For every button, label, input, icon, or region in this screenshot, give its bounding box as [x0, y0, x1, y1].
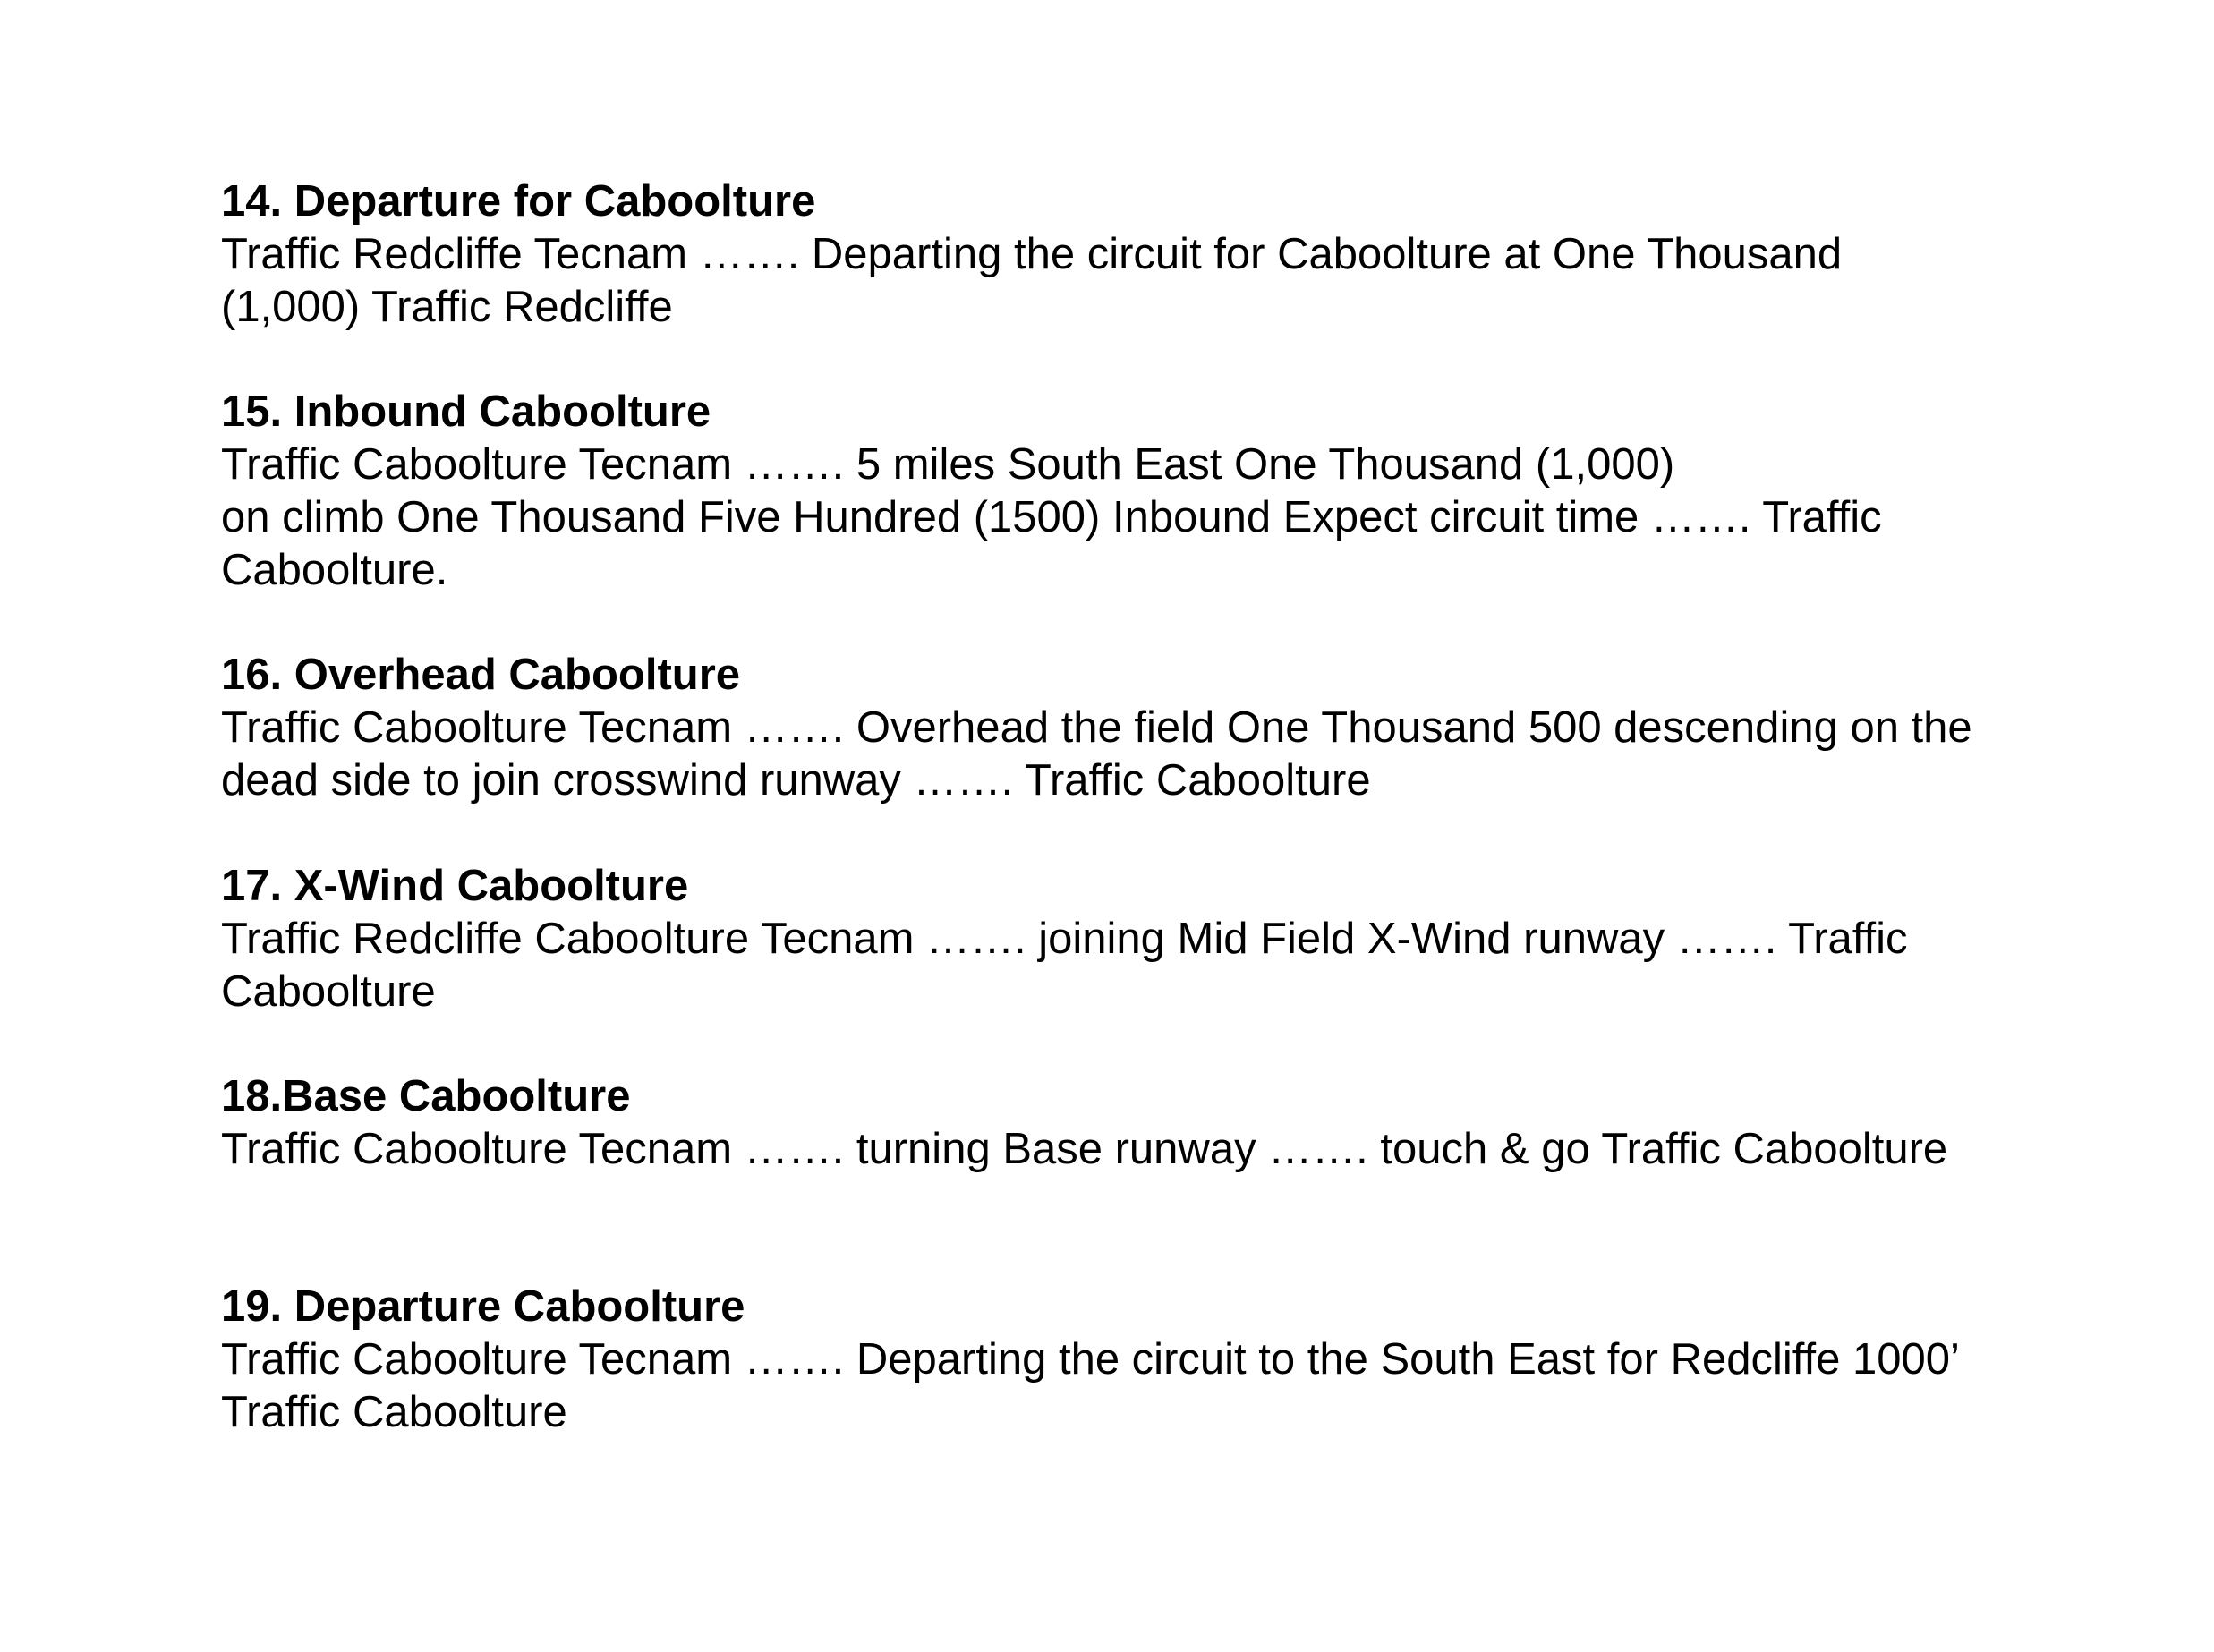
section-14-departure-for-caboolture	[221, 175, 1842, 334]
section-text-line: Traffic Caboolture Tecnam ……. turning Base runway ……. touch & go Traffic Caboolture	[221, 1125, 1948, 1173]
section-text-line: Caboolture	[221, 967, 436, 1016]
section-text-line: dead side to join crosswind runway ……. Traffic Caboolture	[221, 756, 1371, 805]
section-text-line: Traffic Caboolture Tecnam ……. 5 miles South East One Thousand (1,000)	[221, 440, 1675, 489]
section-heading: 18.Base Caboolture	[221, 1072, 631, 1120]
section-heading: 17. X-Wind Caboolture	[221, 862, 689, 910]
section-heading: 15. Inbound Caboolture	[221, 387, 711, 436]
section-text-line: Caboolture.	[221, 546, 448, 594]
section-text-line: Traffic Redcliffe Caboolture Tecnam ……. joining Mid Field X-Wind runway ……. Traffic	[221, 915, 1908, 963]
section-heading: 19. Departure Caboolture	[221, 1282, 745, 1331]
section-text-line: Traffic Caboolture Tecnam ……. Departing the circuit to the South East for Redcliffe 1000’	[221, 1335, 1960, 1384]
section-text-line: Traffic Caboolture Tecnam ……. Overhead the field One Thousand 500 descending on the	[221, 703, 1972, 752]
section-16-overhead-caboolture	[221, 649, 1972, 807]
section-text-line: (1,000) Traffic Redcliffe	[221, 283, 673, 331]
section-17-x-wind-caboolture	[221, 860, 1908, 1018]
section-18-base-caboolture	[221, 1070, 1947, 1176]
section-heading: 14. Departure for Caboolture	[221, 177, 816, 226]
section-text-line: Traffic Caboolture	[221, 1388, 567, 1436]
section-text-line: Traffic Redcliffe Tecnam ……. Departing the circuit for Caboolture at One Thousand	[221, 230, 1843, 278]
section-19-departure-caboolture	[221, 1281, 1960, 1439]
section-text-line: on climb One Thousand Five Hundred (1500) Inbound Expect circuit time ……. Traffic	[221, 493, 1882, 541]
section-15-inbound-caboolture	[221, 386, 1882, 597]
section-heading: 16. Overhead Caboolture	[221, 651, 741, 699]
